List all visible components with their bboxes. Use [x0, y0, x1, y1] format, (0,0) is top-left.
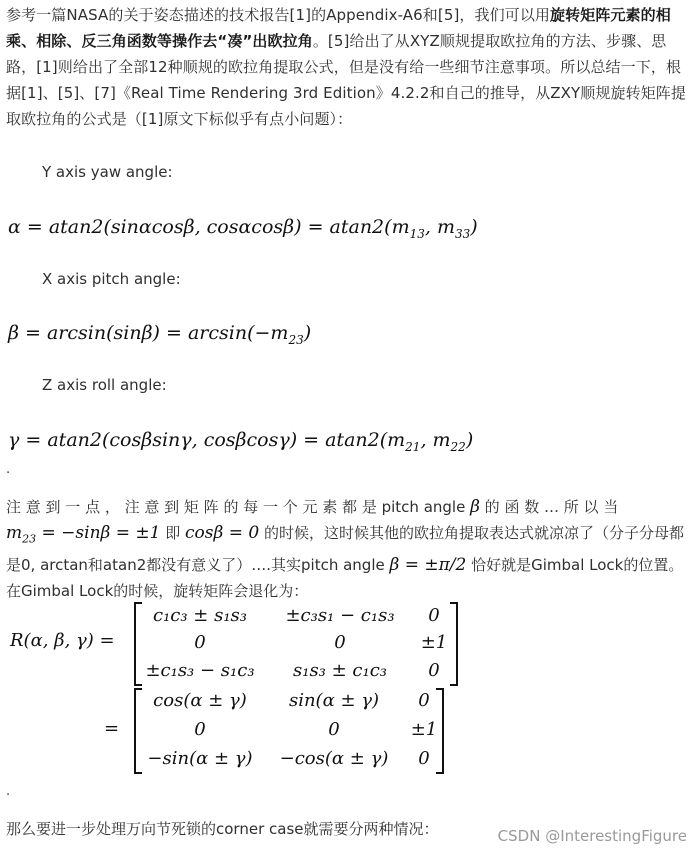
matrix-cell: 0 [418, 690, 430, 711]
roll-formula: γ = atan2(cosβsinγ, $\cos\beta\cos\gamma) = atan2(m_{21}$, $m_{22}$) [8, 429, 474, 454]
yaw-formula: α = atan2(sinαcosβ, $\cos\alpha\cos\beta) = atan2(m_{13}$, $m_{33}$) [8, 216, 478, 241]
matrix-lhs: R(α, β, γ) = [10, 630, 115, 651]
matrix-equals: = [104, 718, 120, 739]
matrix-cell: s₁s₃ ± c₁c₃ [292, 660, 388, 681]
pitch-label: X axis pitch angle: [42, 270, 181, 288]
matrix-cell: 0 [428, 660, 440, 681]
left-bracket [134, 688, 142, 774]
matrix-cell: ±1 [420, 632, 448, 653]
dot-separator: . [6, 462, 11, 477]
matrix-cell: 0 [428, 605, 440, 626]
intro-paragraph [6, 2, 690, 132]
matrix-cell: −sin(α ± γ) [147, 748, 253, 769]
roll-label: Z axis roll angle: [42, 376, 167, 394]
matrix-cell: 0 [194, 632, 206, 653]
gimbal-note: 注 意 到 一 点 ， 注 意 到 矩 阵 的 每 一 个 元 素 都 是 pitch angle β 的 函 数 … 所 以 当 $m_{23} = -\sin\beta = \pm 1$ 即 cosβ = 0 的时候，这时候其他的欧拉角提取表达式就凉凉了（分子分母都是0, arctan和atan2都没有意义了）….其实pitch angle β = ±π/2 恰好就是Gimbal Lock的位置。在Gimbal Lock的时候，旋转矩阵会退化为： [6, 497, 684, 601]
matrix-cell: ±1 [410, 719, 438, 740]
closing-paragraph: 那么要进一步处理万向节死锁的corner case就需要分两种情况： [6, 820, 439, 838]
intro-text-2: 。[5]给出了从XYZ顺规提取欧拉角的方法、步骤、思路，[1]则给出了全部12种顺规的欧拉角提取公式，但是没有给一些细节注意事项。所以总结一下，根据[1]、[5]、[7]《Real Time Rendering 3rd Edition》4.2.2和自己的推导，从ZXY顺规旋转矩阵提取欧拉角的公式是（[1]原文下标似乎有点小问题）： [6, 32, 687, 128]
matrix-cell: 0 [334, 632, 346, 653]
matrix-cell: 0 [328, 719, 340, 740]
matrix-cell: c₁c₃ ± s₁s₃ [152, 605, 248, 626]
intro-bold: 旋转矩阵元素的相乘、相除、反三角函数等操作去“凑”出欧拉角 [6, 6, 671, 50]
matrix-cell: 0 [194, 719, 206, 740]
dot-separator-2: . [6, 784, 11, 799]
left-bracket [134, 602, 142, 686]
matrix-cell: ±c₁s₃ − s₁c₃ [145, 660, 255, 681]
matrix-cell: 0 [418, 748, 430, 769]
csdn-watermark: CSDN @InterestingFigure [497, 827, 687, 845]
matrix-cell: −cos(α ± γ) [279, 748, 389, 769]
gimbal-matrix-2 [0, 686, 699, 776]
matrix-cell: sin(α ± γ) [288, 690, 380, 711]
intro-text-1: 参考一篇NASA的关于姿态描述的技术报告[1]的Appendix-A6和[5]，我们可以用 [6, 6, 551, 24]
matrix-cell: ±c₃s₁ − c₁s₃ [285, 605, 395, 626]
matrix-cell: cos(α ± γ) [153, 690, 247, 711]
gimbal-matrix-1 [0, 600, 699, 690]
right-bracket [450, 602, 458, 686]
pitch-formula: $\beta = \arcsin(\sin\beta) = \arcsin(-m_{23})$ [8, 322, 312, 347]
yaw-label: Y axis yaw angle: [42, 163, 173, 181]
